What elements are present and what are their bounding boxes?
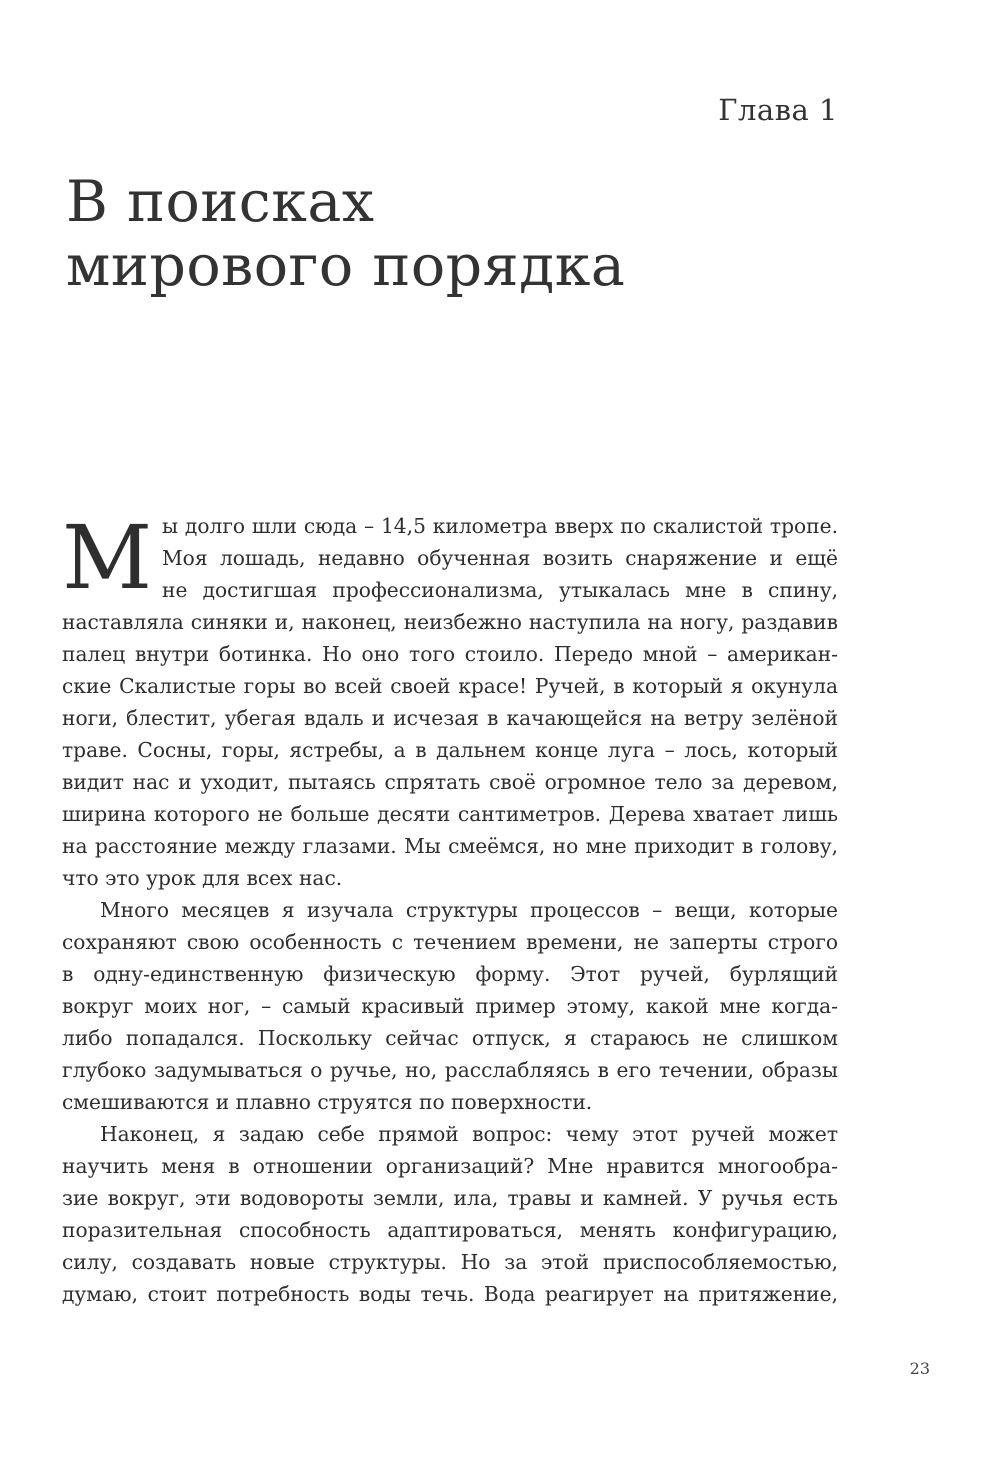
text-line: вокруг моих ног, – самый красивый пример этому, какой мне когда- (62, 994, 838, 1018)
text-line: сохраняют свою особенность с течением времени, не заперты строго (62, 930, 838, 954)
text-line: научить меня в отношении организаций? Мне нравится многообра- (62, 1154, 838, 1178)
chapter-title-line: В поисках (66, 169, 375, 235)
text-line: ноги, блестит, убегая вдаль и исчезая в качающейся на ветру зелёной (62, 706, 838, 730)
text-line: в одну-единственную физическую форму. Этот ручей, бурлящий (62, 962, 838, 986)
paragraph (62, 506, 838, 894)
text-line: ы долго шли сюда – 14,5 километра вверх по скалистой тропе. (162, 514, 838, 538)
text-line: наставляла синяки и, наконец, неизбежно наступила на ногу, раздавив (62, 610, 838, 634)
drop-cap: М (62, 506, 153, 609)
paragraph (62, 894, 838, 1118)
text-line: Моя лошадь, недавно обученная возить снаряжение и ещё (162, 546, 838, 570)
text-line: траве. Сосны, горы, ястребы, а в дальнем конце луга – лось, который (62, 738, 838, 762)
chapter-title (66, 170, 866, 298)
text-line: видит нас и уходит, пытаясь спрятать своё огромное тело за деревом, (62, 770, 838, 794)
text-line: либо попадался. Поскольку сейчас отпуск, я стараюсь не слишком (62, 1026, 838, 1050)
text-line: зие вокруг, эти водовороты земли, ила, травы и камней. У ручья есть (62, 1186, 838, 1210)
body-text (62, 506, 838, 1310)
text-line: глубоко задумываться о ручье, но, расслабляясь в его течении, образы (62, 1058, 838, 1082)
text-line: поразительная способность адаптироваться, менять конфигурацию, (62, 1218, 838, 1242)
chapter-title-line: мирового порядка (66, 233, 626, 299)
text-line: Много месяцев я изучала структуры процессов – вещи, которые (100, 898, 838, 922)
text-line: что это урок для всех нас. (62, 866, 343, 890)
page-number: 23 (909, 1359, 930, 1378)
text-line: думаю, стоит потребность воды течь. Вода реагирует на притяжение, (62, 1282, 838, 1306)
text-line: смешиваются и плавно струятся по поверхности. (62, 1090, 593, 1114)
text-line: не достигшая профессионализма, утыкалась мне в спину, (162, 578, 838, 602)
paragraph (62, 1118, 838, 1310)
text-line: ские Скалистые горы во всей своей красе! Ручей, в который я окунула (62, 674, 838, 698)
text-line: Наконец, я задаю себе прямой вопрос: чему этот ручей может (100, 1122, 838, 1146)
text-line: на расстояние между глазами. Мы смеёмся, но мне приходит в голову, (62, 834, 838, 858)
text-line: палец внутри ботинка. Но оно того стоило. Передо мной – американ- (62, 642, 838, 666)
text-line: силу, создавать новые структуры. Но за этой приспособляемостью, (62, 1250, 838, 1274)
text-line: ширина которого не больше десяти сантиметров. Дерева хватает лишь (62, 802, 838, 826)
chapter-label: Глава 1 (718, 93, 838, 127)
